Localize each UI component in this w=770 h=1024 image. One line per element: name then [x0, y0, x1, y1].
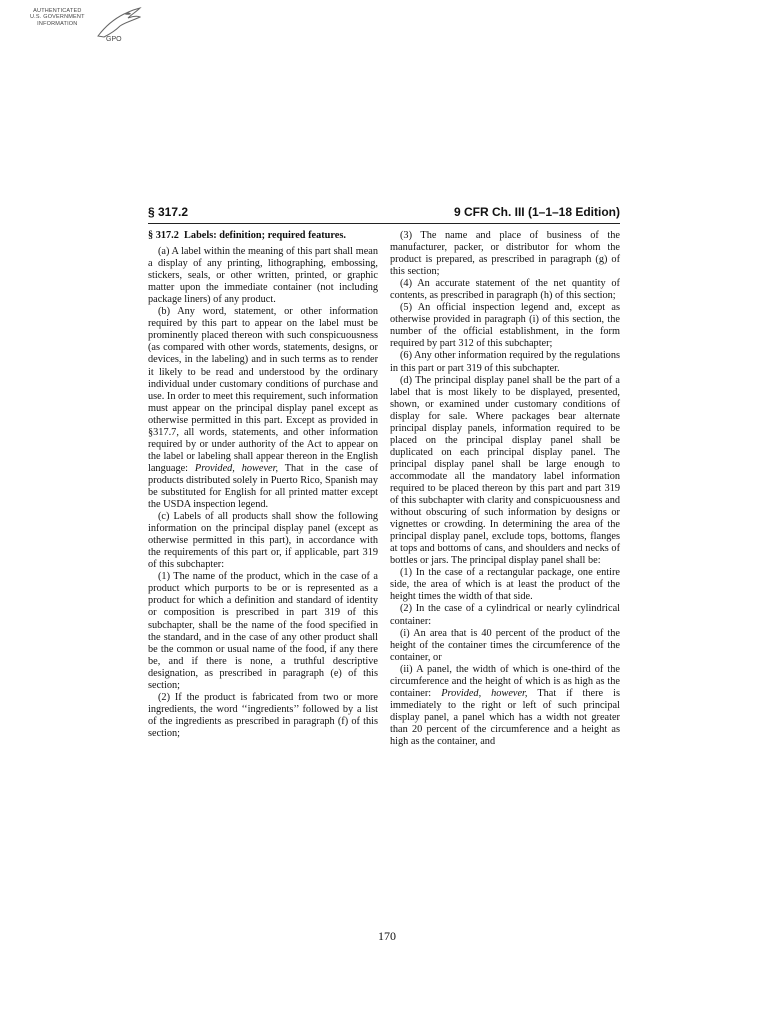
paragraph-c1: (1) The name of the product, which in the case of a product which purports to be or is represented as a product for which a definition and standard of identity or composition is prescribed in part 319 of this subchapter, shall be the name of the food specified in the standard, and in the case of any other product shall be the common or usual name of the food, if any there be, and if there is none, a truthful descriptive designation, as prescribed in paragraph (e) of this section; [148, 571, 378, 691]
paragraph-c4: (4) An accurate statement of the net quantity of contents, as prescribed in paragraph (h) of this section; [390, 278, 620, 302]
right-column [390, 230, 620, 748]
seal-text [30, 8, 85, 27]
paragraph-b [148, 306, 378, 511]
section-heading [148, 230, 378, 242]
header-section: § 317.2 [148, 205, 189, 219]
seal-gpo: GPO [106, 36, 122, 43]
paragraph-c: (c) Labels of all products shall show the following information on the principal display panel (except as otherwise permitted in this part), in accordance with the requirements of this part or, if applicable, part 319 of this subchapter: [148, 511, 378, 571]
section-number: § 317.2 [148, 230, 179, 241]
eagle-icon [94, 6, 144, 40]
paragraph-d: (d) The principal display panel shall be the part of a label that is most likely to be displayed, presented, shown, or examined under customary conditions of display for sale. Where packages bear alternate principal display panels, information required to be placed on the principal display panel shall be duplicated on each principal display panel. The principal display panel shall be large enough to accommodate all the mandatory label information required to be placed thereon by this part and part 319 of this subchapter with clarity and conspicuousness and without obscuring of such information by designs or vignettes or crowding. In determining the area of the principal display panel, exclude tops, bottoms, flanges at tops and bottoms of cans, and shoulders and necks of bottles or jars. The principal display panel shall be: [390, 374, 620, 567]
paragraph-d2ii-proviso: Provided, however, [441, 687, 528, 699]
gpo-authentication-seal [20, 6, 150, 50]
left-column [148, 230, 378, 740]
paragraph-c2: (2) If the product is fabricated from two or more ingredients, the word ‘‘ingredients’’ followed by a list of the ingredients as prescribed in paragraph (f) of this section; [148, 691, 378, 739]
paragraph-c6: (6) Any other information required by the regulations in this part or part 319 of this subchapter. [390, 350, 620, 374]
paragraph-c3: (3) The name and place of business of the manufacturer, packer, or distributor for whom the product is prepared, as prescribed in paragraph (g) of this section; [390, 230, 620, 278]
header-rule [148, 223, 620, 224]
paragraph-d2ii-text: (ii) A panel, the width of which is one-third of the circumference and the height of which is as high as the container: [390, 663, 620, 699]
seal-line-3: INFORMATION [37, 20, 78, 27]
paragraph-b-end: That in the case of products distributed solely in Puerto Rico, Spanish may be substituted for English for all printed matter except the USDA inspection legend. [148, 462, 379, 511]
paragraph-d2ii-end: That if there is immediately to the right or left of such principal display panel, a panel which has a width not greater than 20 percent of the circumference and a height as high as the container, and [390, 687, 621, 747]
paragraph-a: (a) A label within the meaning of this part shall mean a display of any printing, lithographing, embossing, stickers, seals, or other written, printed, or graphic matter upon the immediate container (not including package liners) of any product. [148, 246, 378, 306]
paragraph-b-proviso: Provided, however, [194, 462, 279, 474]
paragraph-d2: (2) In the case of a cylindrical or nearly cylindrical container: [390, 603, 620, 627]
header-title: 9 CFR Ch. III (1–1–18 Edition) [453, 205, 620, 219]
seal-line-1: AUTHENTICATED [33, 8, 82, 14]
running-header [148, 205, 620, 221]
paragraph-d2ii [390, 664, 620, 748]
paragraph-b-text: (b) Any word, statement, or other information required by this part to appear on the label must be prominently placed thereon with such conspicuousness (as compared with other words, statements, designs, or devices, in the labeling) and in such terms as to render it likely to be read and understood by the ordinary individual under customary conditions of purchase and use. In order to meet this requirement, such information must appear on the principal display panel except as otherwise permitted in this part. Except as provided in §317.7, all words, statements, and other information required by or under authority of the Act to appear on the label or labeling shall appear thereon in the English language: [148, 306, 378, 474]
paragraph-c5: (5) An official inspection legend and, except as otherwise provided in paragraph (i) of this section, the number of the official establishment, in the form required by part 312 of this subchapter; [390, 302, 620, 350]
page-number: 170 [378, 929, 396, 943]
seal-line-2: U.S. GOVERNMENT [30, 14, 85, 21]
paragraph-d1: (1) In the case of a rectangular package, one entire side, the area of which is at least the product of the height times the width of that side. [390, 567, 620, 603]
paragraph-d2i: (i) An area that is 40 percent of the product of the height of the container times the circumference of the container, or [390, 627, 620, 663]
section-heading-text: Labels: definition; required features. [184, 230, 346, 241]
